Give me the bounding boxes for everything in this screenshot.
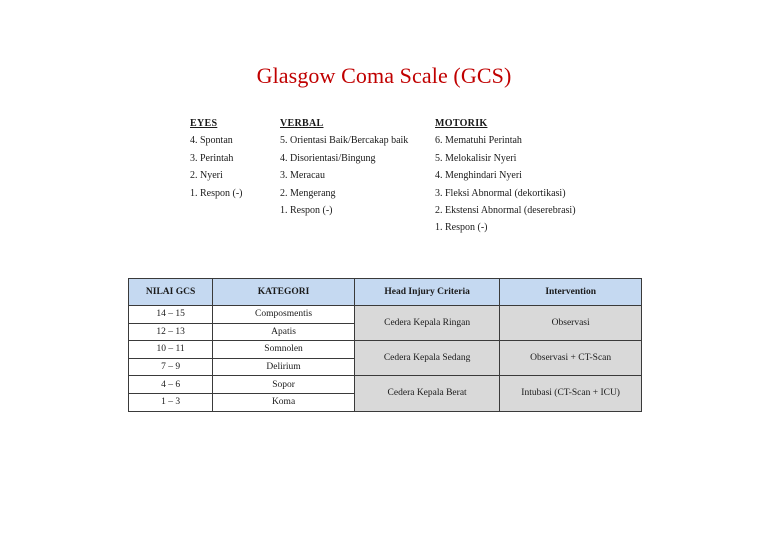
motorik-item: 6. Mematuhi Perintah bbox=[435, 135, 522, 147]
kategori-cell: Somnolen bbox=[213, 341, 355, 359]
table-row bbox=[129, 341, 642, 359]
eyes-item: 2. Nyeri bbox=[190, 170, 223, 182]
header-intervention: Intervention bbox=[500, 279, 642, 306]
motorik-item: 4. Menghindari Nyeri bbox=[435, 170, 522, 182]
criteria-cell: Cedera Kepala Sedang bbox=[354, 341, 499, 376]
kategori-cell: Composmentis bbox=[213, 306, 355, 324]
verbal-item: 4. Disorientasi/Bingung bbox=[280, 152, 376, 164]
motorik-column bbox=[435, 115, 576, 237]
nilai-cell: 7 – 9 bbox=[129, 358, 213, 376]
eyes-item: 1. Respon (-) bbox=[190, 187, 243, 199]
criteria-cell: Cedera Kepala Berat bbox=[354, 376, 499, 411]
verbal-heading: VERBAL bbox=[280, 118, 324, 129]
table-header-row bbox=[129, 279, 642, 306]
verbal-item: 3. Meracau bbox=[280, 170, 325, 182]
nilai-cell: 14 – 15 bbox=[129, 306, 213, 324]
eyes-item: 3. Perintah bbox=[190, 152, 234, 164]
intervention-cell: Observasi bbox=[500, 306, 642, 341]
verbal-column bbox=[280, 115, 408, 219]
kategori-cell: Apatis bbox=[213, 323, 355, 341]
eyes-column bbox=[190, 115, 243, 202]
motorik-item: 1. Respon (-) bbox=[435, 222, 488, 234]
verbal-item: 5. Orientasi Baik/Bercakap baik bbox=[280, 135, 409, 147]
eyes-item: 4. Spontan bbox=[190, 135, 233, 147]
gcs-table bbox=[128, 278, 642, 412]
table-row bbox=[129, 306, 642, 324]
verbal-item: 1. Respon (-) bbox=[280, 205, 333, 217]
nilai-cell: 12 – 13 bbox=[129, 323, 213, 341]
intervention-cell: Intubasi (CT-Scan + ICU) bbox=[500, 376, 642, 411]
motorik-heading: MOTORIK bbox=[435, 118, 488, 129]
nilai-cell: 4 – 6 bbox=[129, 376, 213, 394]
motorik-item: 3. Fleksi Abnormal (dekortikasi) bbox=[435, 187, 566, 199]
eyes-heading: EYES bbox=[190, 118, 218, 129]
header-nilai-gcs: NILAI GCS bbox=[129, 279, 213, 306]
header-kategori: KATEGORI bbox=[213, 279, 355, 306]
kategori-cell: Delirium bbox=[213, 358, 355, 376]
intervention-cell: Observasi + CT-Scan bbox=[500, 341, 642, 376]
kategori-cell: Koma bbox=[213, 393, 355, 411]
page-title: Glasgow Coma Scale (GCS) bbox=[256, 63, 512, 88]
table-row bbox=[129, 376, 642, 394]
verbal-item: 2. Mengerang bbox=[280, 187, 336, 199]
header-head-injury-criteria: Head Injury Criteria bbox=[354, 279, 499, 306]
nilai-cell: 1 – 3 bbox=[129, 393, 213, 411]
nilai-cell: 10 – 11 bbox=[129, 341, 213, 359]
kategori-cell: Sopor bbox=[213, 376, 355, 394]
criteria-cell: Cedera Kepala Ringan bbox=[354, 306, 499, 341]
motorik-item: 2. Ekstensi Abnormal (deserebrasi) bbox=[435, 205, 576, 217]
motorik-item: 5. Melokalisir Nyeri bbox=[435, 152, 517, 164]
